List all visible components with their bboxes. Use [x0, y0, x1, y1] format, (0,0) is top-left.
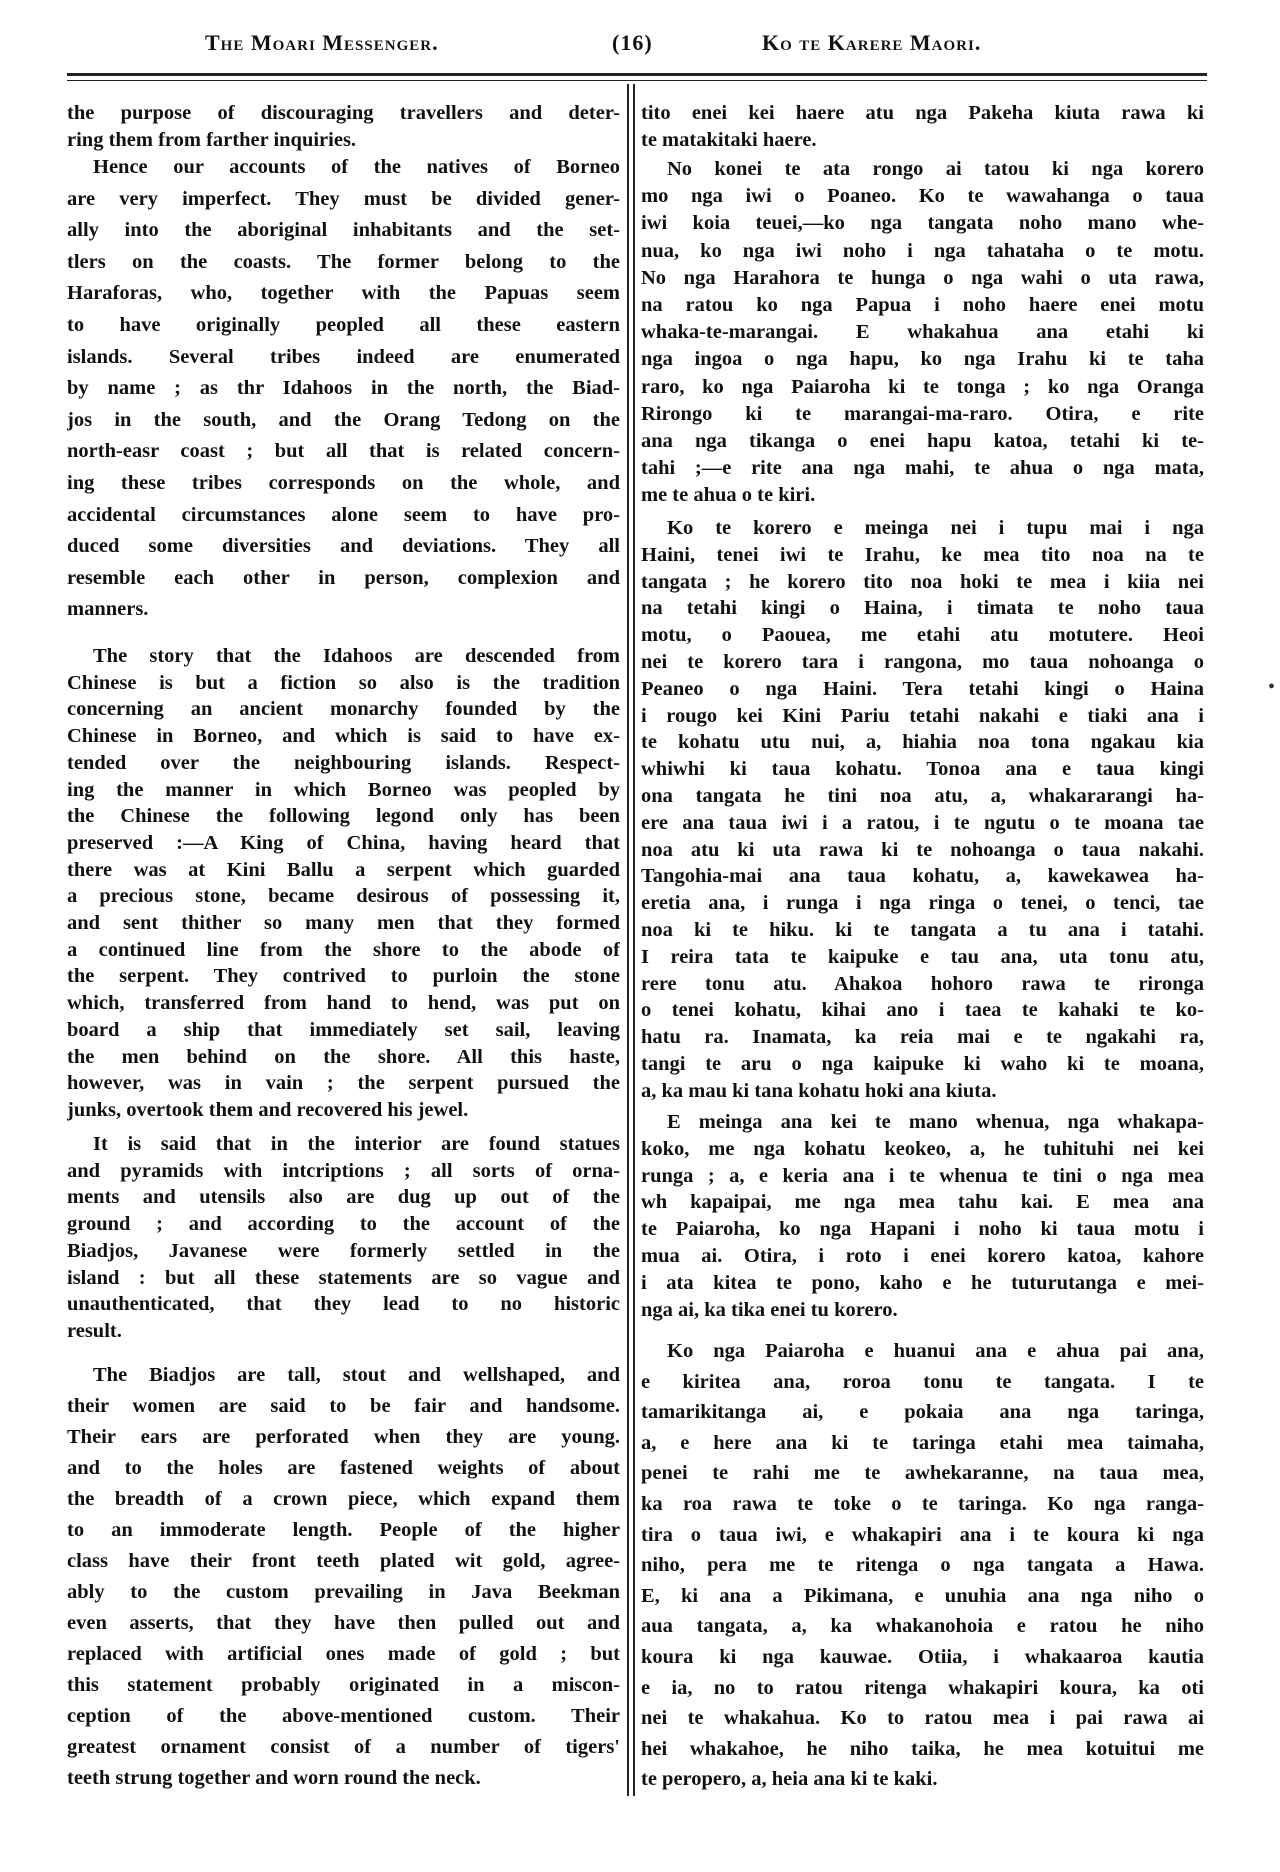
- text-line: noa ki te hiku. ki te tangata a tu ana i tatahi.: [641, 918, 1204, 941]
- text-line: which, transferred from hand to hend, was put on: [67, 992, 620, 1015]
- text-line: accidental circumstances alone seem to have pro-: [67, 503, 620, 526]
- stray-ink-dot: •: [1268, 676, 1276, 698]
- text-line: hei whakahoe, he niho taika, he mea kotuitui me: [641, 1737, 1204, 1760]
- paragraph: [67, 1360, 620, 1794]
- text-line: nga ai, ka tika enei tu korero.: [641, 1298, 898, 1321]
- text-line: Hence our accounts of the natives of Borneo: [93, 156, 620, 178]
- text-line: a continued line from the shore to the abode of: [67, 938, 620, 961]
- paragraph: [67, 1131, 620, 1345]
- text-line: whiwhi ki taua kohatu. Tonoa ana e taua kingi: [641, 758, 1204, 781]
- text-line: result.: [67, 1319, 122, 1342]
- text-line: Ko nga Paiaroha e huanui ana e ahua pai ana,: [667, 1340, 1204, 1362]
- text-line: eretia ana, i runga i nga ringa o tenei, o tenci, tae: [641, 892, 1204, 915]
- text-line: aua tangata, a, ka whakanohoia e ratou he niho: [641, 1615, 1204, 1638]
- maori-masthead-title: Ko te Karere Maori.: [762, 30, 982, 55]
- text-line: the Chinese the following legond only has been: [67, 805, 620, 828]
- text-line: are very imperfect. They must be divided gener-: [67, 187, 620, 210]
- text-line: Biadjos, Javanese were formerly settled in the: [67, 1239, 620, 1262]
- text-line: jos in the south, and the Orang Tedong on the: [67, 408, 620, 431]
- header-rule-thick: [67, 73, 1207, 76]
- text-line: replaced with artificial ones made of gold ; but: [67, 1643, 620, 1665]
- text-line: Their ears are perforated when they are young.: [67, 1426, 620, 1448]
- text-line: board a ship that immediately set sail, leaving: [67, 1018, 620, 1041]
- text-line: the serpent. They contrived to purloin the stone: [67, 965, 620, 988]
- text-line: the breadth of a crown piece, which expand them: [67, 1488, 620, 1510]
- text-line: the purpose of discouraging travellers and deter-: [67, 102, 620, 124]
- text-line: teeth strung together and worn round the neck.: [67, 1767, 481, 1789]
- text-line: ally into the aboriginal inhabitants and the set-: [67, 219, 620, 242]
- text-line: ing the manner in which Borneo was peopled by: [67, 778, 620, 801]
- text-line: penei te rahi me te awhekaranne, na taua mea,: [641, 1462, 1204, 1485]
- text-line: ere ana taua iwi i a ratou, i te ngutu o te moana tae: [641, 811, 1204, 834]
- text-line: islands. Several tribes indeed are enumerated: [67, 345, 620, 368]
- text-line: ground ; and according to the account of the: [67, 1213, 620, 1236]
- page-number: (16): [612, 30, 653, 55]
- text-line: duced some diversities and deviations. They all: [67, 535, 620, 558]
- text-line: mua ai. Otira, i roto i enei korero katoa, kahore: [641, 1244, 1204, 1267]
- text-line: motu, o Paouea, me etahi atu motutere. Heoi: [641, 624, 1204, 647]
- text-line: tlers on the coasts. The former belong to the: [67, 250, 620, 273]
- text-line: te peropero, a, heia ana ki te kaki.: [641, 1768, 938, 1791]
- text-line: tended over the neighbouring islands. Respect-: [67, 751, 620, 774]
- text-line: and to the holes are fastened weights of about: [67, 1457, 620, 1479]
- text-line: nei te whakahua. Ko to ratou mea i pai rawa ai: [641, 1707, 1204, 1730]
- text-line: Chinese in Borneo, and which is said to have ex-: [67, 725, 620, 748]
- text-line: No nga Harahora te hunga o nga wahi o uta rawa,: [641, 266, 1204, 289]
- paragraph: [641, 515, 1204, 1105]
- text-line: The story that the Idahoos are descended from: [93, 645, 620, 667]
- text-line: their women are said to be fair and handsome.: [67, 1395, 620, 1417]
- text-line: concerning an ancient monarchy founded by the: [67, 698, 620, 721]
- text-line: a, e here ana ki te taringa etahi mea taimaha,: [641, 1431, 1204, 1454]
- text-line: ana nga tikanga o enei hapu katoa, tetahi ki te-: [641, 430, 1204, 453]
- text-line: na ratou ko nga Papua i noho haere enei motu: [641, 294, 1204, 317]
- text-line: E, ki ana a Pikimana, e unuhia ana nga niho o: [641, 1584, 1204, 1607]
- paragraph: [641, 100, 1204, 154]
- paragraph: [641, 1336, 1204, 1795]
- text-line: manners.: [67, 598, 149, 621]
- paragraph: [67, 152, 620, 626]
- text-line: hatu ra. Inamata, ka reia mai e te ngakahi ra,: [641, 1026, 1204, 1049]
- text-line: raro, ko nga Paiaroha ki te tonga ; ko nga Oranga: [641, 375, 1204, 398]
- text-line: Rirongo ki te marangai-ma-raro. Otira, e rite: [641, 402, 1204, 425]
- text-line: No konei te ata rongo ai tatou ki nga korero: [667, 158, 1204, 180]
- paragraph: [67, 643, 620, 1124]
- text-line: wh kapaipai, me nga mea tahu kai. E mea ana: [641, 1191, 1204, 1214]
- text-line: iwi koia teuei,—ko nga tangata noho mano whe-: [641, 212, 1204, 235]
- text-line: runga ; a, e keria ana i te whenua te tini o nga mea: [641, 1164, 1204, 1187]
- text-line: te kohatu utu nui, a, hiahia noa tona ngakau kia: [641, 731, 1204, 754]
- text-line: nua, ko nga iwi noho i nga tahataha o te motu.: [641, 239, 1204, 262]
- text-line: preserved :—A King of China, having heard that: [67, 831, 620, 854]
- text-line: It is said that in the interior are found statues: [93, 1133, 620, 1155]
- text-line: Tangohia-mai ana taua kohatu, a, kawekawea ha-: [641, 865, 1204, 888]
- text-line: tangi te aru o nga kaipuke ki waho ki te moana,: [641, 1052, 1204, 1075]
- text-line: Peaneo o nga Haini. Tera tetahi kingi o Haina: [641, 677, 1204, 700]
- text-line: ably to the custom prevailing in Java Beekman: [67, 1581, 620, 1603]
- text-line: I reira tata te kaipuke e tau ana, uta tonu atu,: [641, 945, 1204, 968]
- text-line: this statement probably originated in a miscon-: [67, 1674, 620, 1696]
- text-line: me te ahua o te kiri.: [641, 484, 816, 507]
- text-line: tira o taua iwi, e whakapiri ana i te koura ki nga: [641, 1523, 1204, 1546]
- text-line: ona tangata he tini noa atu, a, whakararangi ha-: [641, 784, 1204, 807]
- text-line: a, ka mau ki tana kohatu hoki ana kiuta.: [641, 1079, 997, 1102]
- text-line: to have originally peopled all these eastern: [67, 313, 620, 336]
- text-line: class have their front teeth plated wit gold, agree-: [67, 1550, 620, 1572]
- text-line: there was at Kini Ballu a serpent which guarded: [67, 858, 620, 881]
- text-line: Haini, tenei iwi te Irahu, ke mea tito noa na te: [641, 543, 1204, 566]
- text-line: te matakitaki haere.: [641, 129, 817, 152]
- text-line: even asserts, that they have then pulled out and: [67, 1612, 620, 1634]
- text-line: ka roa rawa te toke o te taringa. Ko nga ranga-: [641, 1492, 1204, 1515]
- header-rule-thin: [67, 80, 1207, 81]
- text-line: o tenei kohatu, kihai ano i taea te kahaki te ko-: [641, 999, 1204, 1022]
- text-line: nei te korero tara i rangona, mo taua nohoanga o: [641, 650, 1204, 673]
- text-line: greatest ornament consist of a number of tigers': [67, 1736, 620, 1758]
- text-line: ments and utensils also are dug up out of the: [67, 1186, 620, 1209]
- column-divider-right-line: [633, 84, 635, 1796]
- text-line: resemble each other in person, complexion and: [67, 566, 620, 589]
- text-line: The Biadjos are tall, stout and wellshaped, and: [93, 1364, 620, 1386]
- text-line: koko, me nga kohatu keokeo, a, he tuhituhi nei kei: [641, 1137, 1204, 1160]
- text-line: rere tonu atu. Ahakoa hohoro rawa te rironga: [641, 972, 1204, 995]
- text-line: e kiritea ana, roroa tonu te tangata. I te: [641, 1370, 1204, 1393]
- text-line: niho, pera me te ritenga o nga tangata a Hawa.: [641, 1554, 1204, 1577]
- english-masthead-title: The Moari Messenger.: [205, 30, 439, 55]
- paragraph: [641, 156, 1204, 510]
- text-line: and pyramids with intcriptions ; all sorts of orna-: [67, 1159, 620, 1182]
- text-line: however, was in vain ; the serpent pursued the: [67, 1072, 620, 1095]
- text-line: nga ingoa o nga hapu, ko nga Irahu ki te taha: [641, 348, 1204, 371]
- text-line: koura ki nga kauwae. Otiia, i whakaaroa kautia: [641, 1645, 1204, 1668]
- text-line: Ko te korero e meinga nei i tupu mai i nga: [667, 517, 1204, 539]
- text-line: tahi ;—e rite ana nga mahi, te ahua o nga mata,: [641, 457, 1204, 480]
- column-divider-left-line: [627, 84, 629, 1796]
- text-line: island : but all these statements are so vague and: [67, 1266, 620, 1289]
- text-line: mo nga iwi o Poaneo. Ko te wawahanga o taua: [641, 185, 1204, 208]
- text-line: Chinese is but a fiction so also is the tradition: [67, 671, 620, 694]
- text-line: i ata kitea te pono, kaho e he tuturutanga e mei-: [641, 1271, 1204, 1294]
- text-line: unauthenticated, that they lead to no historic: [67, 1293, 620, 1316]
- paragraph: [641, 1109, 1204, 1323]
- text-line: i rougo kei Kini Pariu tetahi nakahi e tiaki ana i: [641, 704, 1204, 727]
- text-line: tito enei kei haere atu nga Pakeha kiuta rawa ki: [641, 102, 1204, 124]
- paragraph: [67, 100, 620, 153]
- text-line: te Paiaroha, ko nga Hapani i noho ki taua motu i: [641, 1218, 1204, 1241]
- text-line: tamarikitanga ai, e pokaia ana nga taringa,: [641, 1401, 1204, 1424]
- text-line: Haraforas, who, together with the Papuas seem: [67, 282, 620, 305]
- text-line: ring them from farther inquiries.: [67, 128, 357, 151]
- text-line: whaka-te-marangai. E whakahua ana etahi ki: [641, 321, 1204, 344]
- text-line: e ia, no to ratou ritenga whakapiri koura, ka oti: [641, 1676, 1204, 1699]
- text-line: the men behind on the shore. All this haste,: [67, 1045, 620, 1068]
- text-line: tangata ; he korero tito noa hoki te mea i kiia nei: [641, 570, 1204, 593]
- text-line: ing these tribes corresponds on the whole, and: [67, 471, 620, 494]
- text-line: ception of the above-mentioned custom. Their: [67, 1705, 620, 1727]
- text-line: junks, overtook them and recovered his jewel.: [67, 1098, 469, 1121]
- text-line: to an immoderate length. People of the higher: [67, 1519, 620, 1541]
- text-line: E meinga ana kei te mano whenua, nga whakapa-: [667, 1111, 1204, 1133]
- text-line: by name ; as thr Idahoos in the north, the Biad-: [67, 377, 620, 400]
- text-line: na tetahi kingi o Haina, i timata te noho taua: [641, 597, 1204, 620]
- text-line: and sent thither so many men that they formed: [67, 912, 620, 935]
- text-line: north-easr coast ; but all that is related concern-: [67, 440, 620, 463]
- text-line: a precious stone, became desirous of possessing it,: [67, 885, 620, 908]
- text-line: noa atu ki uta rawa ki te nohoanga o taua nakahi.: [641, 838, 1204, 861]
